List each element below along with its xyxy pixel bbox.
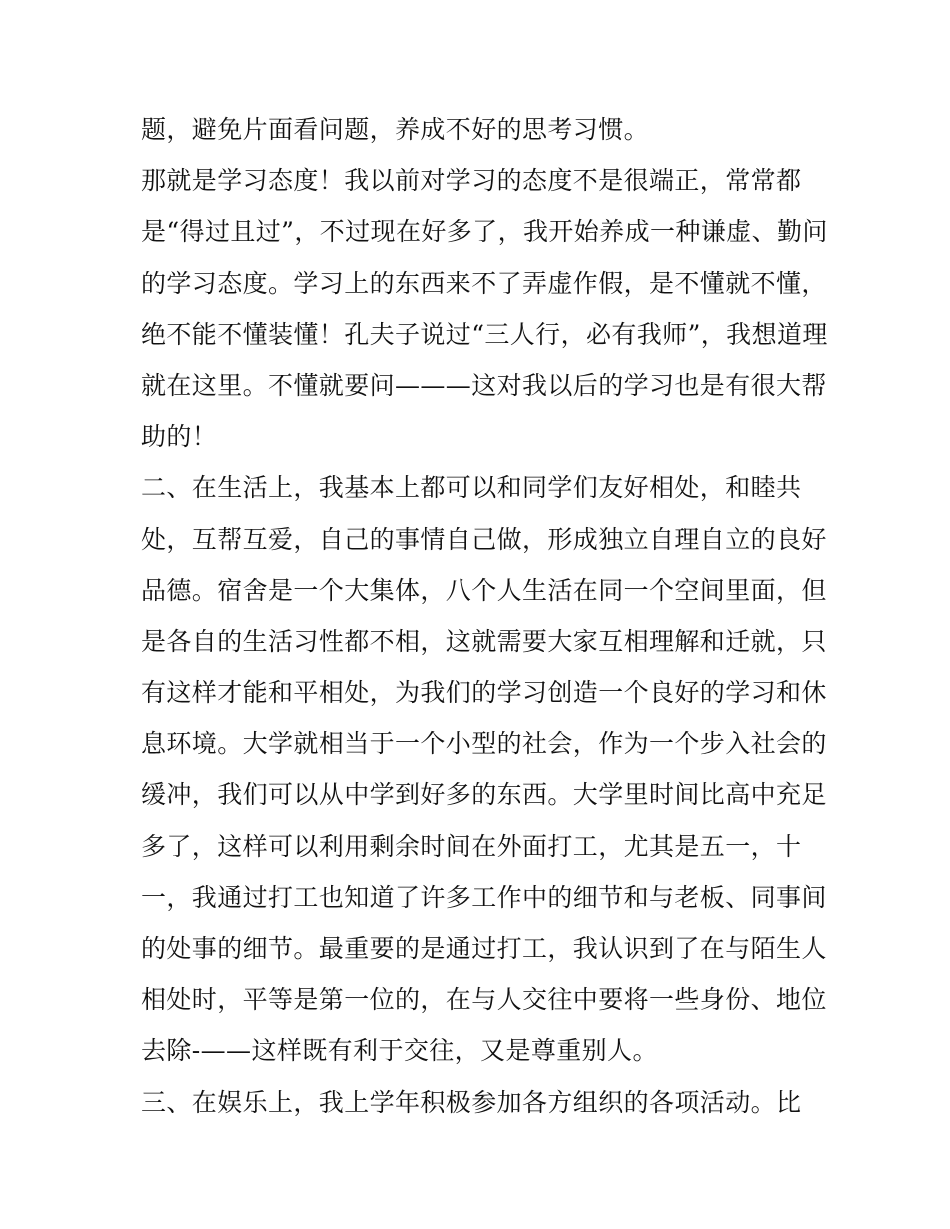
text-line: 是各自的生活习性都不相，这就需要大家互相理解和迁就，只 bbox=[141, 626, 827, 656]
text-line: 的学习态度。学习上的东西来不了弄虚作假，是不懂就不懂， bbox=[141, 268, 827, 298]
text-line: 有这样才能和平相处，为我们的学习创造一个良好的学习和休 bbox=[141, 678, 827, 708]
text-line: 三、在娱乐上，我上学年积极参加各方组织的各项活动。比 bbox=[141, 1087, 802, 1117]
text-line: 题，避免片面看问题，养成不好的思考习惯。 bbox=[141, 115, 650, 144]
text-line: 息环境。大学就相当于一个小型的社会，作为一个步入社会的 bbox=[141, 729, 827, 759]
body-text bbox=[141, 104, 828, 1128]
text-line: 助的！ bbox=[141, 422, 218, 452]
text-line: 的处事的细节。最重要的是通过打工，我认识到了在与陌生人 bbox=[141, 934, 827, 963]
text-line: 就在这里。不懂就要问———这对我以后的学习也是有很大帮 bbox=[141, 370, 827, 400]
text-line: 处，互帮互爱，自己的事情自己做，形成独立自理自立的良好 bbox=[141, 524, 827, 554]
text-line: 去除-——这样既有利于交往，又是尊重别人。 bbox=[141, 1036, 658, 1066]
text-line: 二、在生活上，我基本上都可以和同学们友好相处，和睦共 bbox=[141, 473, 802, 503]
text-line: 缓冲，我们可以从中学到好多的东西。大学里时间比高中充足 bbox=[141, 780, 827, 810]
text-line: 是“得过且过”，不过现在好多了，我开始养成一种谦虚、勤问 bbox=[141, 217, 828, 247]
text-line: 那就是学习态度！我以前对学习的态度不是很端正，常常都 bbox=[141, 166, 802, 196]
text-line: 相处时，平等是第一位的，在与人交往中要将一些身份、地位 bbox=[141, 985, 827, 1015]
text-line: 多了，这样可以利用剩余时间在外面打工，尤其是五一，十 bbox=[141, 831, 802, 861]
text-line: 一，我通过打工也知道了许多工作中的细节和与老板、同事间 bbox=[141, 882, 827, 912]
text-line: 品德。宿舍是一个大集体，八个人生活在同一个空间里面，但 bbox=[141, 575, 827, 605]
text-line: 绝不能不懂装懂！孔夫子说过“三人行，必有我师”，我想道理 bbox=[141, 319, 828, 349]
